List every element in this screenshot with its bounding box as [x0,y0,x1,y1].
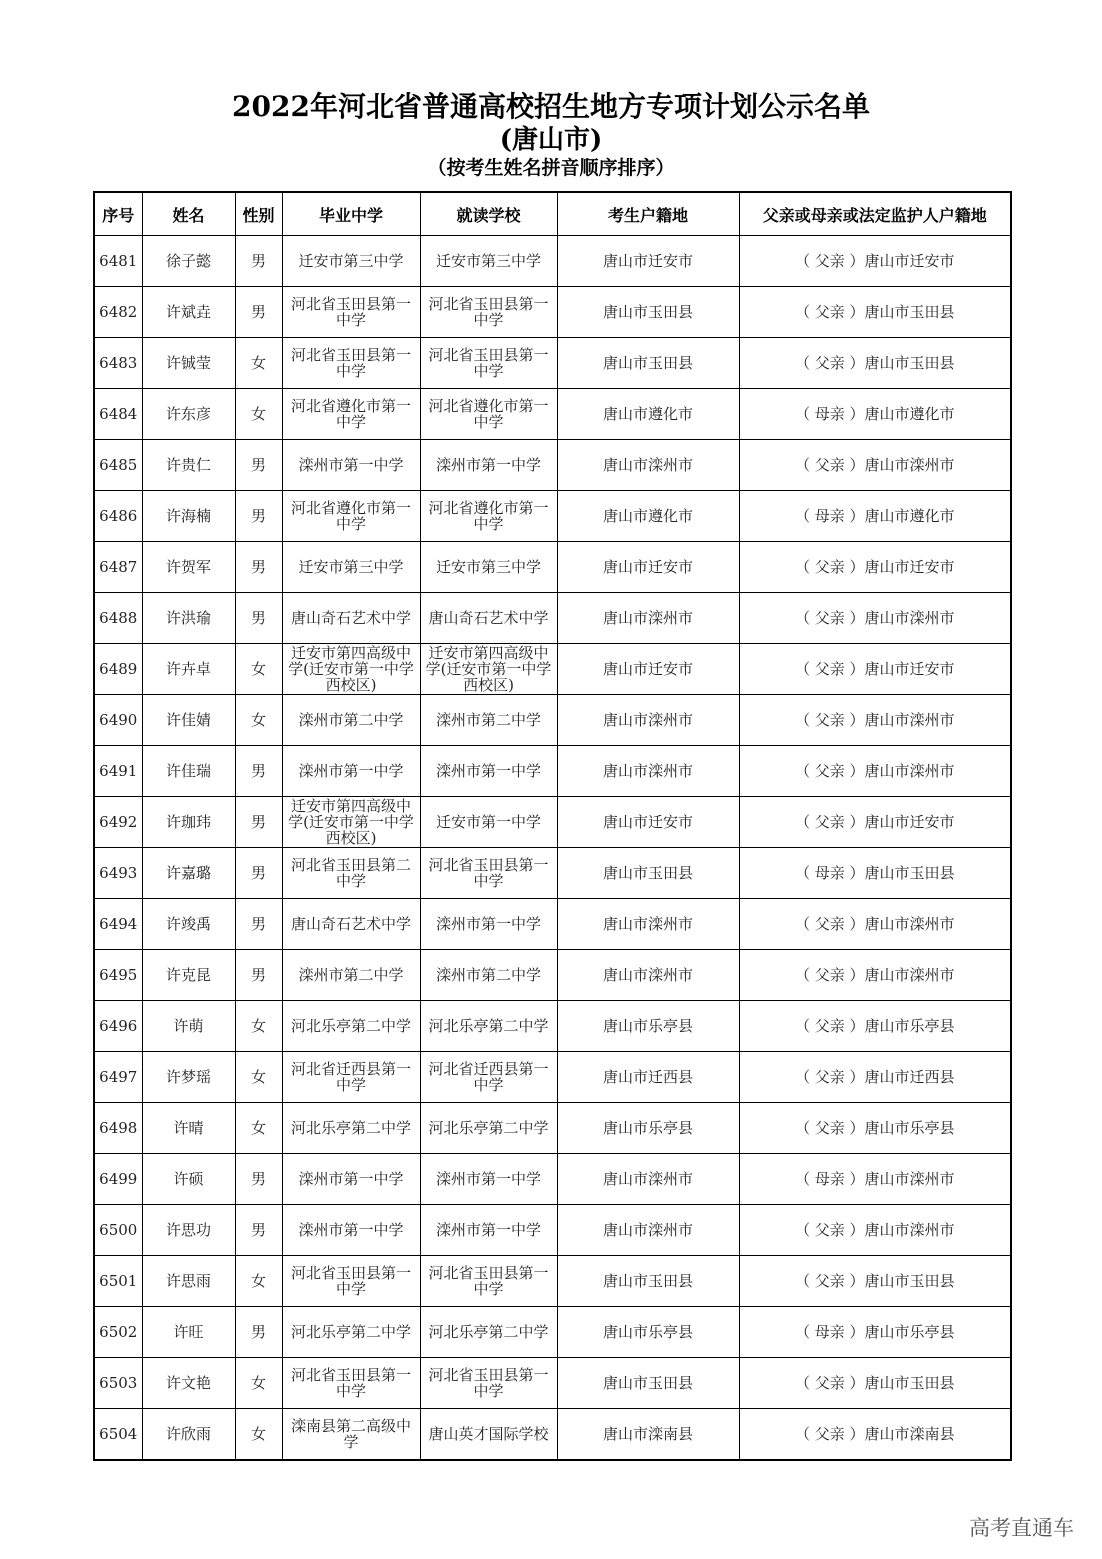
column-header-name: 姓名 [142,192,235,236]
cell-current-school: 河北乐亭第二中学 [420,1001,557,1052]
cell-guardian-registration: （ 母亲 ）唐山市乐亭县 [739,1307,1011,1358]
cell-name: 许旺 [142,1307,235,1358]
cell-seq: 6489 [94,644,142,695]
cell-seq: 6482 [94,287,142,338]
column-header-seq: 序号 [94,192,142,236]
cell-name: 许佳婧 [142,695,235,746]
cell-graduation-school: 河北省遵化市第一中学 [282,389,420,440]
cell-household-registration: 唐山市玉田县 [557,338,739,389]
cell-name: 许洪瑜 [142,593,235,644]
cell-graduation-school: 河北省遵化市第一中学 [282,491,420,542]
cell-guardian-registration: （ 父亲 ）唐山市乐亭县 [739,1001,1011,1052]
watermark: 高考直通车 [969,1516,1074,1540]
cell-current-school: 河北乐亭第二中学 [420,1307,557,1358]
cell-seq: 6504 [94,1409,142,1461]
cell-household-registration: 唐山市滦州市 [557,440,739,491]
cell-name: 许梦瑶 [142,1052,235,1103]
cell-current-school: 河北省迁西县第一中学 [420,1052,557,1103]
cell-name: 许晴 [142,1103,235,1154]
sort-note: （按考生姓名拼音顺序排序） [427,157,675,179]
cell-current-school: 河北省玉田县第一中学 [420,1256,557,1307]
cell-guardian-registration: （ 父亲 ）唐山市玉田县 [739,287,1011,338]
cell-guardian-registration: （ 父亲 ）唐山市迁安市 [739,236,1011,287]
cell-name: 许斌垚 [142,287,235,338]
table-row [94,848,1011,899]
cell-name: 许贵仁 [142,440,235,491]
cell-household-registration: 唐山市迁安市 [557,644,739,695]
cell-current-school: 唐山奇石艺术中学 [420,593,557,644]
table-row [94,287,1011,338]
cell-guardian-registration: （ 母亲 ）唐山市玉田县 [739,848,1011,899]
table-row [94,644,1011,695]
table-row [94,899,1011,950]
cell-gender: 女 [235,389,282,440]
cell-household-registration: 唐山市滦州市 [557,1205,739,1256]
cell-graduation-school: 河北省玉田县第一中学 [282,287,420,338]
cell-household-registration: 唐山市滦南县 [557,1409,739,1461]
table-row [94,695,1011,746]
cell-gender: 男 [235,593,282,644]
table-header-row [94,192,1011,236]
table-row [94,338,1011,389]
cell-guardian-registration: （ 父亲 ）唐山市滦州市 [739,440,1011,491]
cell-name: 徐子懿 [142,236,235,287]
table-row [94,236,1011,287]
cell-household-registration: 唐山市乐亭县 [557,1103,739,1154]
table-row [94,1256,1011,1307]
cell-seq: 6491 [94,746,142,797]
cell-gender: 男 [235,899,282,950]
cell-graduation-school: 滦州市第二中学 [282,695,420,746]
cell-household-registration: 唐山市滦州市 [557,1154,739,1205]
column-header-current-school: 就读学校 [420,192,557,236]
cell-graduation-school: 迁安市第四高级中学(迁安市第一中学西校区) [282,797,420,848]
column-header-household-registration: 考生户籍地 [557,192,739,236]
cell-name: 许克昆 [142,950,235,1001]
cell-seq: 6493 [94,848,142,899]
cell-seq: 6502 [94,1307,142,1358]
cell-current-school: 滦州市第二中学 [420,950,557,1001]
cell-guardian-registration: （ 父亲 ）唐山市滦州市 [739,593,1011,644]
cell-household-registration: 唐山市滦州市 [557,593,739,644]
cell-current-school: 滦州市第一中学 [420,440,557,491]
cell-seq: 6485 [94,440,142,491]
cell-household-registration: 唐山市迁安市 [557,236,739,287]
cell-gender: 女 [235,1052,282,1103]
cell-current-school: 迁安市第一中学 [420,797,557,848]
table-row [94,1358,1011,1409]
cell-current-school: 河北省玉田县第一中学 [420,848,557,899]
cell-seq: 6496 [94,1001,142,1052]
cell-gender: 女 [235,1256,282,1307]
cell-graduation-school: 滦南县第二高级中学 [282,1409,420,1461]
cell-guardian-registration: （ 父亲 ）唐山市滦南县 [739,1409,1011,1461]
table-row [94,1154,1011,1205]
cell-name: 许珈玮 [142,797,235,848]
cell-graduation-school: 河北省玉田县第一中学 [282,1256,420,1307]
cell-seq: 6500 [94,1205,142,1256]
cell-household-registration: 唐山市遵化市 [557,491,739,542]
cell-seq: 6503 [94,1358,142,1409]
cell-seq: 6495 [94,950,142,1001]
cell-guardian-registration: （ 父亲 ）唐山市玉田县 [739,338,1011,389]
cell-gender: 女 [235,644,282,695]
cell-graduation-school: 河北省玉田县第一中学 [282,338,420,389]
cell-seq: 6492 [94,797,142,848]
cell-guardian-registration: （ 母亲 ）唐山市遵化市 [739,491,1011,542]
cell-graduation-school: 滦州市第一中学 [282,1154,420,1205]
column-header-gender: 性别 [235,192,282,236]
cell-gender: 男 [235,1307,282,1358]
cell-name: 许卉卓 [142,644,235,695]
cell-name: 许萌 [142,1001,235,1052]
cell-household-registration: 唐山市玉田县 [557,287,739,338]
candidate-table [93,191,1012,1461]
cell-seq: 6483 [94,338,142,389]
cell-gender: 女 [235,1358,282,1409]
cell-current-school: 河北省玉田县第一中学 [420,1358,557,1409]
cell-gender: 女 [235,1409,282,1461]
cell-household-registration: 唐山市乐亭县 [557,1307,739,1358]
cell-seq: 6481 [94,236,142,287]
cell-household-registration: 唐山市乐亭县 [557,1001,739,1052]
table-row [94,1103,1011,1154]
table-row [94,491,1011,542]
cell-seq: 6498 [94,1103,142,1154]
cell-seq: 6484 [94,389,142,440]
cell-graduation-school: 河北省玉田县第二中学 [282,848,420,899]
table-row [94,797,1011,848]
cell-guardian-registration: （ 父亲 ）唐山市迁西县 [739,1052,1011,1103]
cell-seq: 6494 [94,899,142,950]
table-row [94,542,1011,593]
cell-gender: 男 [235,440,282,491]
cell-graduation-school: 唐山奇石艺术中学 [282,899,420,950]
cell-graduation-school: 迁安市第四高级中学(迁安市第一中学西校区) [282,644,420,695]
cell-gender: 女 [235,695,282,746]
cell-name: 许东彦 [142,389,235,440]
cell-current-school: 滦州市第一中学 [420,1205,557,1256]
page-subtitle: (唐山市) [499,125,603,155]
cell-current-school: 河北省玉田县第一中学 [420,287,557,338]
cell-name: 许嘉璐 [142,848,235,899]
cell-gender: 男 [235,236,282,287]
cell-seq: 6490 [94,695,142,746]
cell-household-registration: 唐山市滦州市 [557,695,739,746]
cell-guardian-registration: （ 父亲 ）唐山市玉田县 [739,1358,1011,1409]
cell-guardian-registration: （ 父亲 ）唐山市玉田县 [739,1256,1011,1307]
table-row [94,1052,1011,1103]
cell-guardian-registration: （ 父亲 ）唐山市迁安市 [739,797,1011,848]
table-row [94,950,1011,1001]
table-row [94,440,1011,491]
cell-household-registration: 唐山市迁安市 [557,542,739,593]
cell-name: 许思雨 [142,1256,235,1307]
cell-graduation-school: 滦州市第一中学 [282,746,420,797]
cell-household-registration: 唐山市玉田县 [557,1256,739,1307]
cell-graduation-school: 河北乐亭第二中学 [282,1001,420,1052]
cell-gender: 女 [235,1001,282,1052]
cell-current-school: 河北省遵化市第一中学 [420,491,557,542]
cell-seq: 6499 [94,1154,142,1205]
cell-household-registration: 唐山市玉田县 [557,1358,739,1409]
cell-name: 许铖莹 [142,338,235,389]
cell-graduation-school: 迁安市第三中学 [282,236,420,287]
cell-name: 许思功 [142,1205,235,1256]
cell-current-school: 迁安市第三中学 [420,236,557,287]
cell-graduation-school: 滦州市第一中学 [282,1205,420,1256]
cell-current-school: 河北省玉田县第一中学 [420,338,557,389]
table-row [94,389,1011,440]
cell-current-school: 滦州市第二中学 [420,695,557,746]
cell-household-registration: 唐山市滦州市 [557,950,739,1001]
cell-seq: 6486 [94,491,142,542]
cell-gender: 男 [235,848,282,899]
cell-name: 许硕 [142,1154,235,1205]
cell-seq: 6501 [94,1256,142,1307]
cell-name: 许佳瑞 [142,746,235,797]
table-row [94,1409,1011,1461]
cell-gender: 男 [235,797,282,848]
cell-household-registration: 唐山市滦州市 [557,899,739,950]
cell-name: 许欣雨 [142,1409,235,1461]
cell-household-registration: 唐山市遵化市 [557,389,739,440]
cell-name: 许海楠 [142,491,235,542]
cell-graduation-school: 滦州市第二中学 [282,950,420,1001]
cell-gender: 男 [235,1154,282,1205]
cell-guardian-registration: （ 父亲 ）唐山市迁安市 [739,644,1011,695]
cell-gender: 男 [235,1205,282,1256]
cell-current-school: 滦州市第一中学 [420,1154,557,1205]
table-row [94,593,1011,644]
cell-guardian-registration: （ 父亲 ）唐山市迁安市 [739,542,1011,593]
cell-name: 许贺军 [142,542,235,593]
table-row [94,746,1011,797]
cell-graduation-school: 滦州市第一中学 [282,440,420,491]
cell-graduation-school: 迁安市第三中学 [282,542,420,593]
column-header-graduation-school: 毕业中学 [282,192,420,236]
cell-guardian-registration: （ 父亲 ）唐山市滦州市 [739,746,1011,797]
cell-guardian-registration: （ 父亲 ）唐山市滦州市 [739,899,1011,950]
cell-household-registration: 唐山市玉田县 [557,848,739,899]
cell-guardian-registration: （ 母亲 ）唐山市滦州市 [739,1154,1011,1205]
cell-guardian-registration: （ 父亲 ）唐山市滦州市 [739,695,1011,746]
cell-current-school: 河北省遵化市第一中学 [420,389,557,440]
cell-current-school: 滦州市第一中学 [420,746,557,797]
cell-current-school: 河北乐亭第二中学 [420,1103,557,1154]
cell-graduation-school: 河北省玉田县第一中学 [282,1358,420,1409]
cell-name: 许竣禹 [142,899,235,950]
cell-household-registration: 唐山市滦州市 [557,746,739,797]
cell-graduation-school: 唐山奇石艺术中学 [282,593,420,644]
cell-household-registration: 唐山市迁西县 [557,1052,739,1103]
cell-gender: 女 [235,338,282,389]
cell-gender: 女 [235,1103,282,1154]
cell-guardian-registration: （ 父亲 ）唐山市滦州市 [739,1205,1011,1256]
cell-current-school: 滦州市第一中学 [420,899,557,950]
table-body [94,236,1011,1461]
cell-gender: 男 [235,287,282,338]
cell-current-school: 迁安市第四高级中学(迁安市第一中学西校区) [420,644,557,695]
page-title: 2022年河北省普通高校招生地方专项计划公示名单 [232,90,870,123]
cell-guardian-registration: （ 母亲 ）唐山市遵化市 [739,389,1011,440]
cell-gender: 男 [235,491,282,542]
cell-graduation-school: 河北省迁西县第一中学 [282,1052,420,1103]
cell-current-school: 迁安市第三中学 [420,542,557,593]
table-row [94,1307,1011,1358]
cell-guardian-registration: （ 父亲 ）唐山市滦州市 [739,950,1011,1001]
cell-graduation-school: 河北乐亭第二中学 [282,1103,420,1154]
table-row [94,1205,1011,1256]
cell-seq: 6488 [94,593,142,644]
cell-gender: 男 [235,542,282,593]
cell-guardian-registration: （ 父亲 ）唐山市乐亭县 [739,1103,1011,1154]
cell-household-registration: 唐山市迁安市 [557,797,739,848]
cell-gender: 男 [235,950,282,1001]
cell-name: 许文艳 [142,1358,235,1409]
table-row [94,1001,1011,1052]
cell-seq: 6497 [94,1052,142,1103]
cell-graduation-school: 河北乐亭第二中学 [282,1307,420,1358]
cell-seq: 6487 [94,542,142,593]
column-header-guardian-registration: 父亲或母亲或法定监护人户籍地 [739,192,1011,236]
cell-gender: 男 [235,746,282,797]
cell-current-school: 唐山英才国际学校 [420,1409,557,1461]
